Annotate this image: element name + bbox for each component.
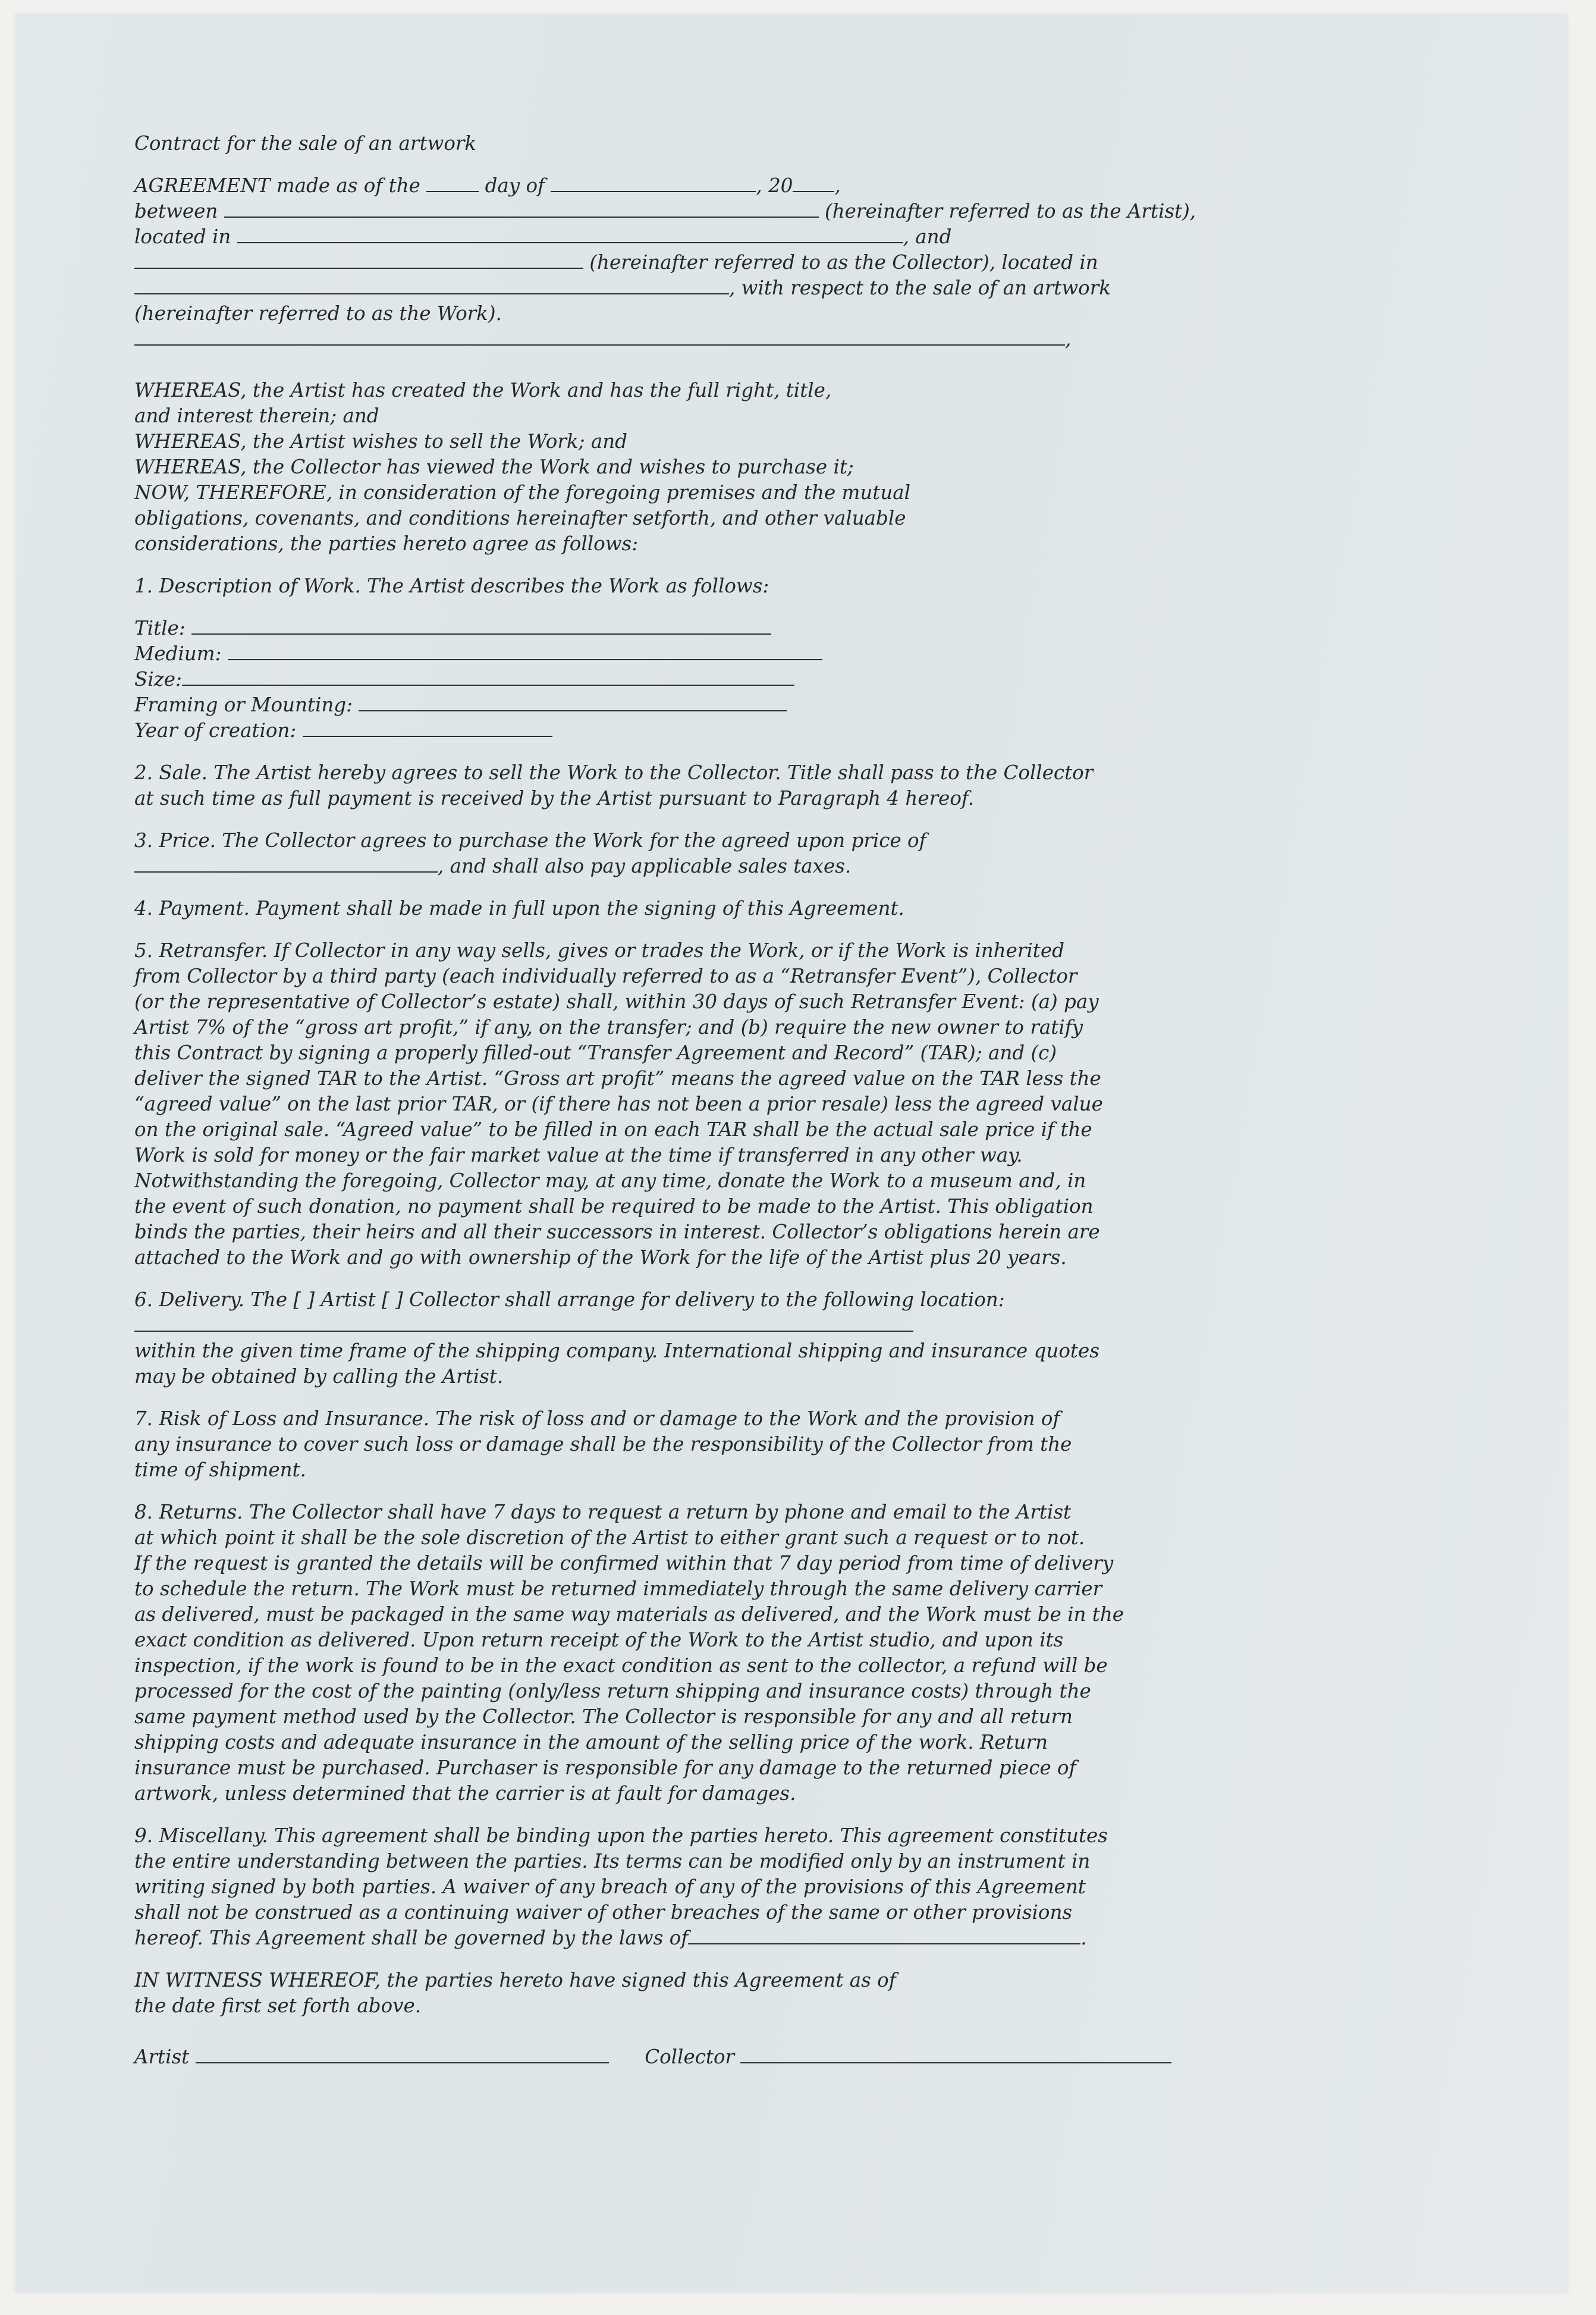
delivery-clause: 6. Delivery. The [ ] Artist [ ] Collector shall arrange for delivery to the following location: within the given time frame of the shipping company. International shipping and insurance quotes may be obtained by calling the Artist. [134, 1288, 1099, 1388]
work-year-blank[interactable] [303, 718, 552, 737]
signature-line: Artist Collector [134, 2044, 1252, 2070]
collector-location-line: , with respect to the sale of an artwork [134, 275, 1252, 301]
work-framing-blank[interactable] [359, 692, 787, 711]
risk-clause: 7. Risk of Loss and Insurance. The risk of loss and or damage to the Work and the provision of any insurance to cover such loss or damage shall be the responsibility of the Collector from the time of shipment. [134, 1407, 1072, 1481]
agreement-date-line: AGREEMENT made as of the day of , 20 , [134, 174, 841, 197]
work-framing-field: Framing or Mounting: [134, 692, 1252, 718]
work-medium-field: Medium: [134, 641, 1252, 667]
artwork-description-line: , [134, 327, 1252, 352]
artist-location-blank[interactable] [237, 224, 903, 243]
artist-name-blank[interactable] [224, 199, 819, 218]
work-title-field: Title: [134, 616, 1252, 641]
contract-document [134, 131, 1252, 2070]
work-reference-line: (hereinafter referred to as the Work). [134, 302, 502, 325]
witness-clause: IN WITNESS WHEREOF, the parties hereto have signed this Agreement as of the date first set forth above. [134, 1969, 896, 2017]
price-blank[interactable] [134, 854, 438, 873]
work-title-blank[interactable] [191, 616, 771, 635]
price-clause: 3. Price. The Collector agrees to purchase the Work for the agreed upon price of , and shall also pay applicable sales taxes. [134, 829, 926, 877]
retransfer-clause: 5. Retransfer. If Collector in any way sells, gives or trades the Work, or if the Work is inherited from Collector by a third party (each individually referred to as a “Retransfer Event”), Collector (or the representative of Collector’s estate) shall, within 30 days of such Retransfer Event: (a) pay Artist 7% of the “gross art profit,” if any, on the transfer; and (b) require the new owner to ratify this Contract by signing a properly filled-out “Transfer Agreement and Record” (TAR); and (c) deliver the signed TAR to the Artist. “Gross art profit” means the agreed value on the TAR less the “agreed value” on the last prior TAR, or (if there has not been a prior resale) less the agreed value on the original sale. “Agreed value” to be filled in on each TAR shall be the actual sale price if the Work is sold for money or the fair market value at the time if transferred in any other way. Notwithstanding the foregoing, Collector may, at any time, donate the Work to a museum and, in the event of such donation, no payment shall be required to be made to the Artist. This obligation binds the parties, their heirs and all their successors in interest. Collector’s obligations herein are attached to the Work and go with ownership of the Work for the life of the Artist plus 20 years. [134, 939, 1103, 1269]
whereas-clauses: WHEREAS, the Artist has created the Work and has the full right, title, and interest therein; and WHEREAS, the Artist wishes to sell the Work; and WHEREAS, the Collector has viewed the Work and wishes to purchase it; NOW, THEREFORE, in consideration of the foregoing premises and the mutual obligations, covenants, and conditions hereinafter setforth, and other valuable considerations, the parties hereto agree as follows: [134, 379, 911, 555]
artist-name-line: between (hereinafter referred to as the Artist), [134, 200, 1196, 222]
miscellany-clause: 9. Miscellany. This agreement shall be binding upon the parties hereto. This agreement constitutes the entire understanding between the parties. Its terms can be modified only by an instrument in writing signed by both parties. A waiver of any breach of any of the provisions of this Agreement shall not be construed as a continuing waiver of other breaches of the same or other provisions hereof. This Agreement shall be governed by the laws of . [134, 1824, 1108, 1949]
description-heading: 1. Description of Work. The Artist describes the Work as follows: [134, 575, 769, 597]
agreement-month-blank[interactable] [551, 173, 756, 192]
work-size-blank[interactable] [182, 667, 794, 686]
work-year-field: Year of creation: [134, 718, 1252, 744]
document-title: Contract for the sale of an artwork [134, 132, 477, 155]
artwork-description-blank[interactable] [134, 327, 1065, 346]
artist-signature-blank[interactable] [196, 2044, 609, 2063]
agreement-day-blank[interactable] [426, 173, 479, 192]
work-description-fields [134, 616, 1252, 744]
payment-clause: 4. Payment. Payment shall be made in full upon the signing of this Agreement. [134, 897, 904, 920]
paper-sheet [15, 14, 1567, 2292]
sale-clause: 2. Sale. The Artist hereby agrees to sell the Work to the Collector. Title shall pass to the Collector at such time as full payment is received by the Artist pursuant to Paragraph 4 hereof. [134, 761, 1094, 810]
collector-name-line: (hereinafter referred to as the Collector), located in [134, 250, 1252, 275]
agreement-year-blank[interactable] [793, 173, 834, 192]
returns-clause: 8. Returns. The Collector shall have 7 days to request a return by phone and email to the Artist at which point it shall be the sole discretion of the Artist to either grant such a request or to not. If the request is granted the details will be confirmed within that 7 day period from time of delivery to schedule the return. The Work must be returned immediately through the same delivery carrier as delivered, must be packaged in the same way materials as delivered, and the Work must be in the exact condition as delivered. Upon return receipt of the Work to the Artist studio, and upon its inspection, if the work is found to be in the exact condition as sent to the collector, a refund will be processed for the cost of the painting (only/less return shipping and insurance costs) through the same payment method used by the Collector. The Collector is responsible for any and all return shipping costs and adequate insurance in the amount of the selling price of the work. Return insurance must be purchased. Purchaser is responsible for any damage to the returned piece of artwork, unless determined that the carrier is at fault for damages. [134, 1501, 1124, 1805]
artist-location-line: located in , and [134, 225, 952, 248]
work-size-field: Size: [134, 667, 1252, 692]
collector-location-blank[interactable] [134, 275, 729, 294]
collector-signature-blank[interactable] [740, 2044, 1171, 2063]
collector-name-blank[interactable] [134, 250, 583, 269]
delivery-location-blank[interactable] [134, 1313, 913, 1332]
governing-law-blank[interactable] [688, 1925, 1080, 1944]
work-medium-blank[interactable] [228, 641, 822, 660]
